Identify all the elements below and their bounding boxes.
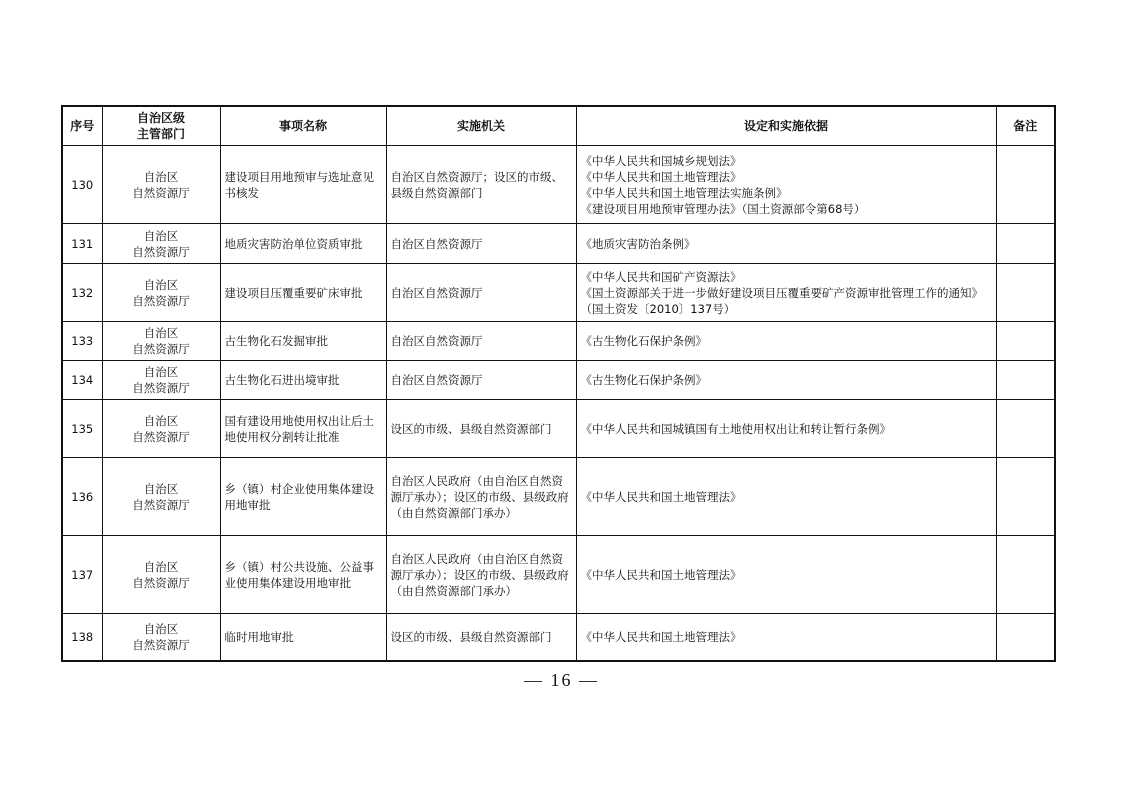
row-legal-basis [576,361,996,400]
row-dept-line: 自治区 [143,326,179,340]
row-legal-basis [576,224,996,264]
row-implementing-org: 自治区自然资源厅 [386,361,576,400]
header-basis: 设定和实施依据 [576,106,996,146]
row-item-name: 古生物化石发掘审批 [220,322,386,361]
basis-line: 《古生物化石保护条例》 [580,373,707,387]
approval-items-table [61,105,1056,662]
row-dept-line: 自治区 [143,277,179,292]
row-dept [102,224,220,264]
header-dept [102,106,220,146]
row-dept [102,536,220,614]
table-body [62,146,1055,661]
row-note [996,614,1055,661]
basis-line: 《中华人民共和国土地管理法》 [580,489,742,504]
row-dept-line: 自治区 [143,481,179,496]
basis-line: 《中华人民共和国矿产资源法》 [580,269,742,284]
basis-line: 《建设项目用地预审管理办法》（国土资源部令第68号） [580,201,866,216]
row-number: 130 [62,146,102,224]
row-item-name: 古生物化石进出境审批 [220,361,386,400]
row-dept-line: 自治区 [143,365,179,379]
row-number: 136 [62,458,102,536]
row-legal-basis [576,536,996,614]
row-dept-line: 自治区 [143,413,179,428]
table-row [62,458,1055,536]
row-implementing-org: 自治区人民政府（由自治区自然资源厅承办）；设区的市级、县级政府（由自然资源部门承办） [386,458,576,536]
row-implementing-org: 设区的市级、县级自然资源部门 [386,400,576,458]
header-no: 序号 [62,106,102,146]
basis-line: 《中华人民共和国城镇国有土地使用权出让和转让暂行条例》 [580,421,891,436]
row-legal-basis [576,146,996,224]
row-item-name: 地质灾害防治单位资质审批 [220,224,386,264]
row-note [996,264,1055,322]
table-row [62,224,1055,264]
header-dept-line1: 自治区级 [136,111,185,125]
table-row [62,614,1055,661]
row-implementing-org: 自治区自然资源厅；设区的市级、县级自然资源部门 [386,146,576,224]
row-dept-line: 自治区 [143,559,179,574]
row-number: 133 [62,322,102,361]
row-number: 137 [62,536,102,614]
row-legal-basis [576,264,996,322]
row-dept-line: 自然资源厅 [132,381,190,395]
row-item-name: 临时用地审批 [220,614,386,661]
row-number: 132 [62,264,102,322]
row-legal-basis [576,614,996,661]
row-implementing-org: 自治区自然资源厅 [386,264,576,322]
basis-line: 《中华人民共和国土地管理法》 [580,629,742,644]
basis-line: 《地质灾害防治条例》 [580,236,696,251]
row-note [996,224,1055,264]
basis-line: 《古生物化石保护条例》 [580,334,707,348]
row-dept [102,614,220,661]
row-dept-line: 自然资源厅 [132,497,190,512]
row-item-name: 建设项目用地预审与选址意见书核发 [220,146,386,224]
row-item-name: 乡（镇）村公共设施、公益事业使用集体建设用地审批 [220,536,386,614]
row-dept-line: 自然资源厅 [132,429,190,444]
row-note [996,400,1055,458]
row-item-name: 建设项目压覆重要矿床审批 [220,264,386,322]
row-item-name: 乡（镇）村企业使用集体建设用地审批 [220,458,386,536]
header-dept-line2: 主管部门 [136,127,185,141]
row-legal-basis [576,400,996,458]
row-dept [102,264,220,322]
row-legal-basis [576,458,996,536]
row-dept-line: 自治区 [143,228,179,243]
table-header-row [62,106,1055,146]
row-dept-line: 自然资源厅 [132,637,190,652]
row-legal-basis [576,322,996,361]
row-number: 138 [62,614,102,661]
row-item-name: 国有建设用地使用权出让后土地使用权分割转让批准 [220,400,386,458]
header-name: 事项名称 [220,106,386,146]
basis-line: 《中华人民共和国城乡规划法》 [580,153,742,168]
header-org: 实施机关 [386,106,576,146]
row-dept-line: 自然资源厅 [132,342,190,356]
row-number: 134 [62,361,102,400]
table-row [62,264,1055,322]
row-number: 135 [62,400,102,458]
page-number: — 16 — [524,670,599,690]
table-row [62,400,1055,458]
row-dept-line: 自然资源厅 [132,575,190,590]
row-dept-line: 自然资源厅 [132,293,190,308]
row-dept-line: 自治区 [143,621,179,636]
row-dept [102,458,220,536]
basis-line: 《中华人民共和国土地管理法实施条例》 [580,185,788,200]
row-dept [102,400,220,458]
basis-line: 《中华人民共和国土地管理法》 [580,169,742,184]
table-row [62,322,1055,361]
row-implementing-org: 设区的市级、县级自然资源部门 [386,614,576,661]
row-implementing-org: 自治区自然资源厅 [386,322,576,361]
row-implementing-org: 自治区人民政府（由自治区自然资源厅承办）；设区的市级、县级政府（由自然资源部门承办） [386,536,576,614]
header-note: 备注 [996,106,1055,146]
row-dept [102,146,220,224]
row-note [996,322,1055,361]
row-note [996,361,1055,400]
table-row [62,146,1055,224]
table-row [62,536,1055,614]
row-implementing-org: 自治区自然资源厅 [386,224,576,264]
row-dept-line: 自治区 [143,169,179,184]
basis-line: 《中华人民共和国土地管理法》 [580,567,742,582]
row-note [996,146,1055,224]
row-dept-line: 自然资源厅 [132,185,190,200]
row-dept [102,322,220,361]
row-note [996,536,1055,614]
table-row [62,361,1055,400]
basis-line: 《国土资源部关于进一步做好建设项目压覆重要矿产资源审批管理工作的通知》（国土资发〔2010〕137号） [580,285,983,316]
row-dept [102,361,220,400]
row-number: 131 [62,224,102,264]
row-note [996,458,1055,536]
row-dept-line: 自然资源厅 [132,244,190,259]
